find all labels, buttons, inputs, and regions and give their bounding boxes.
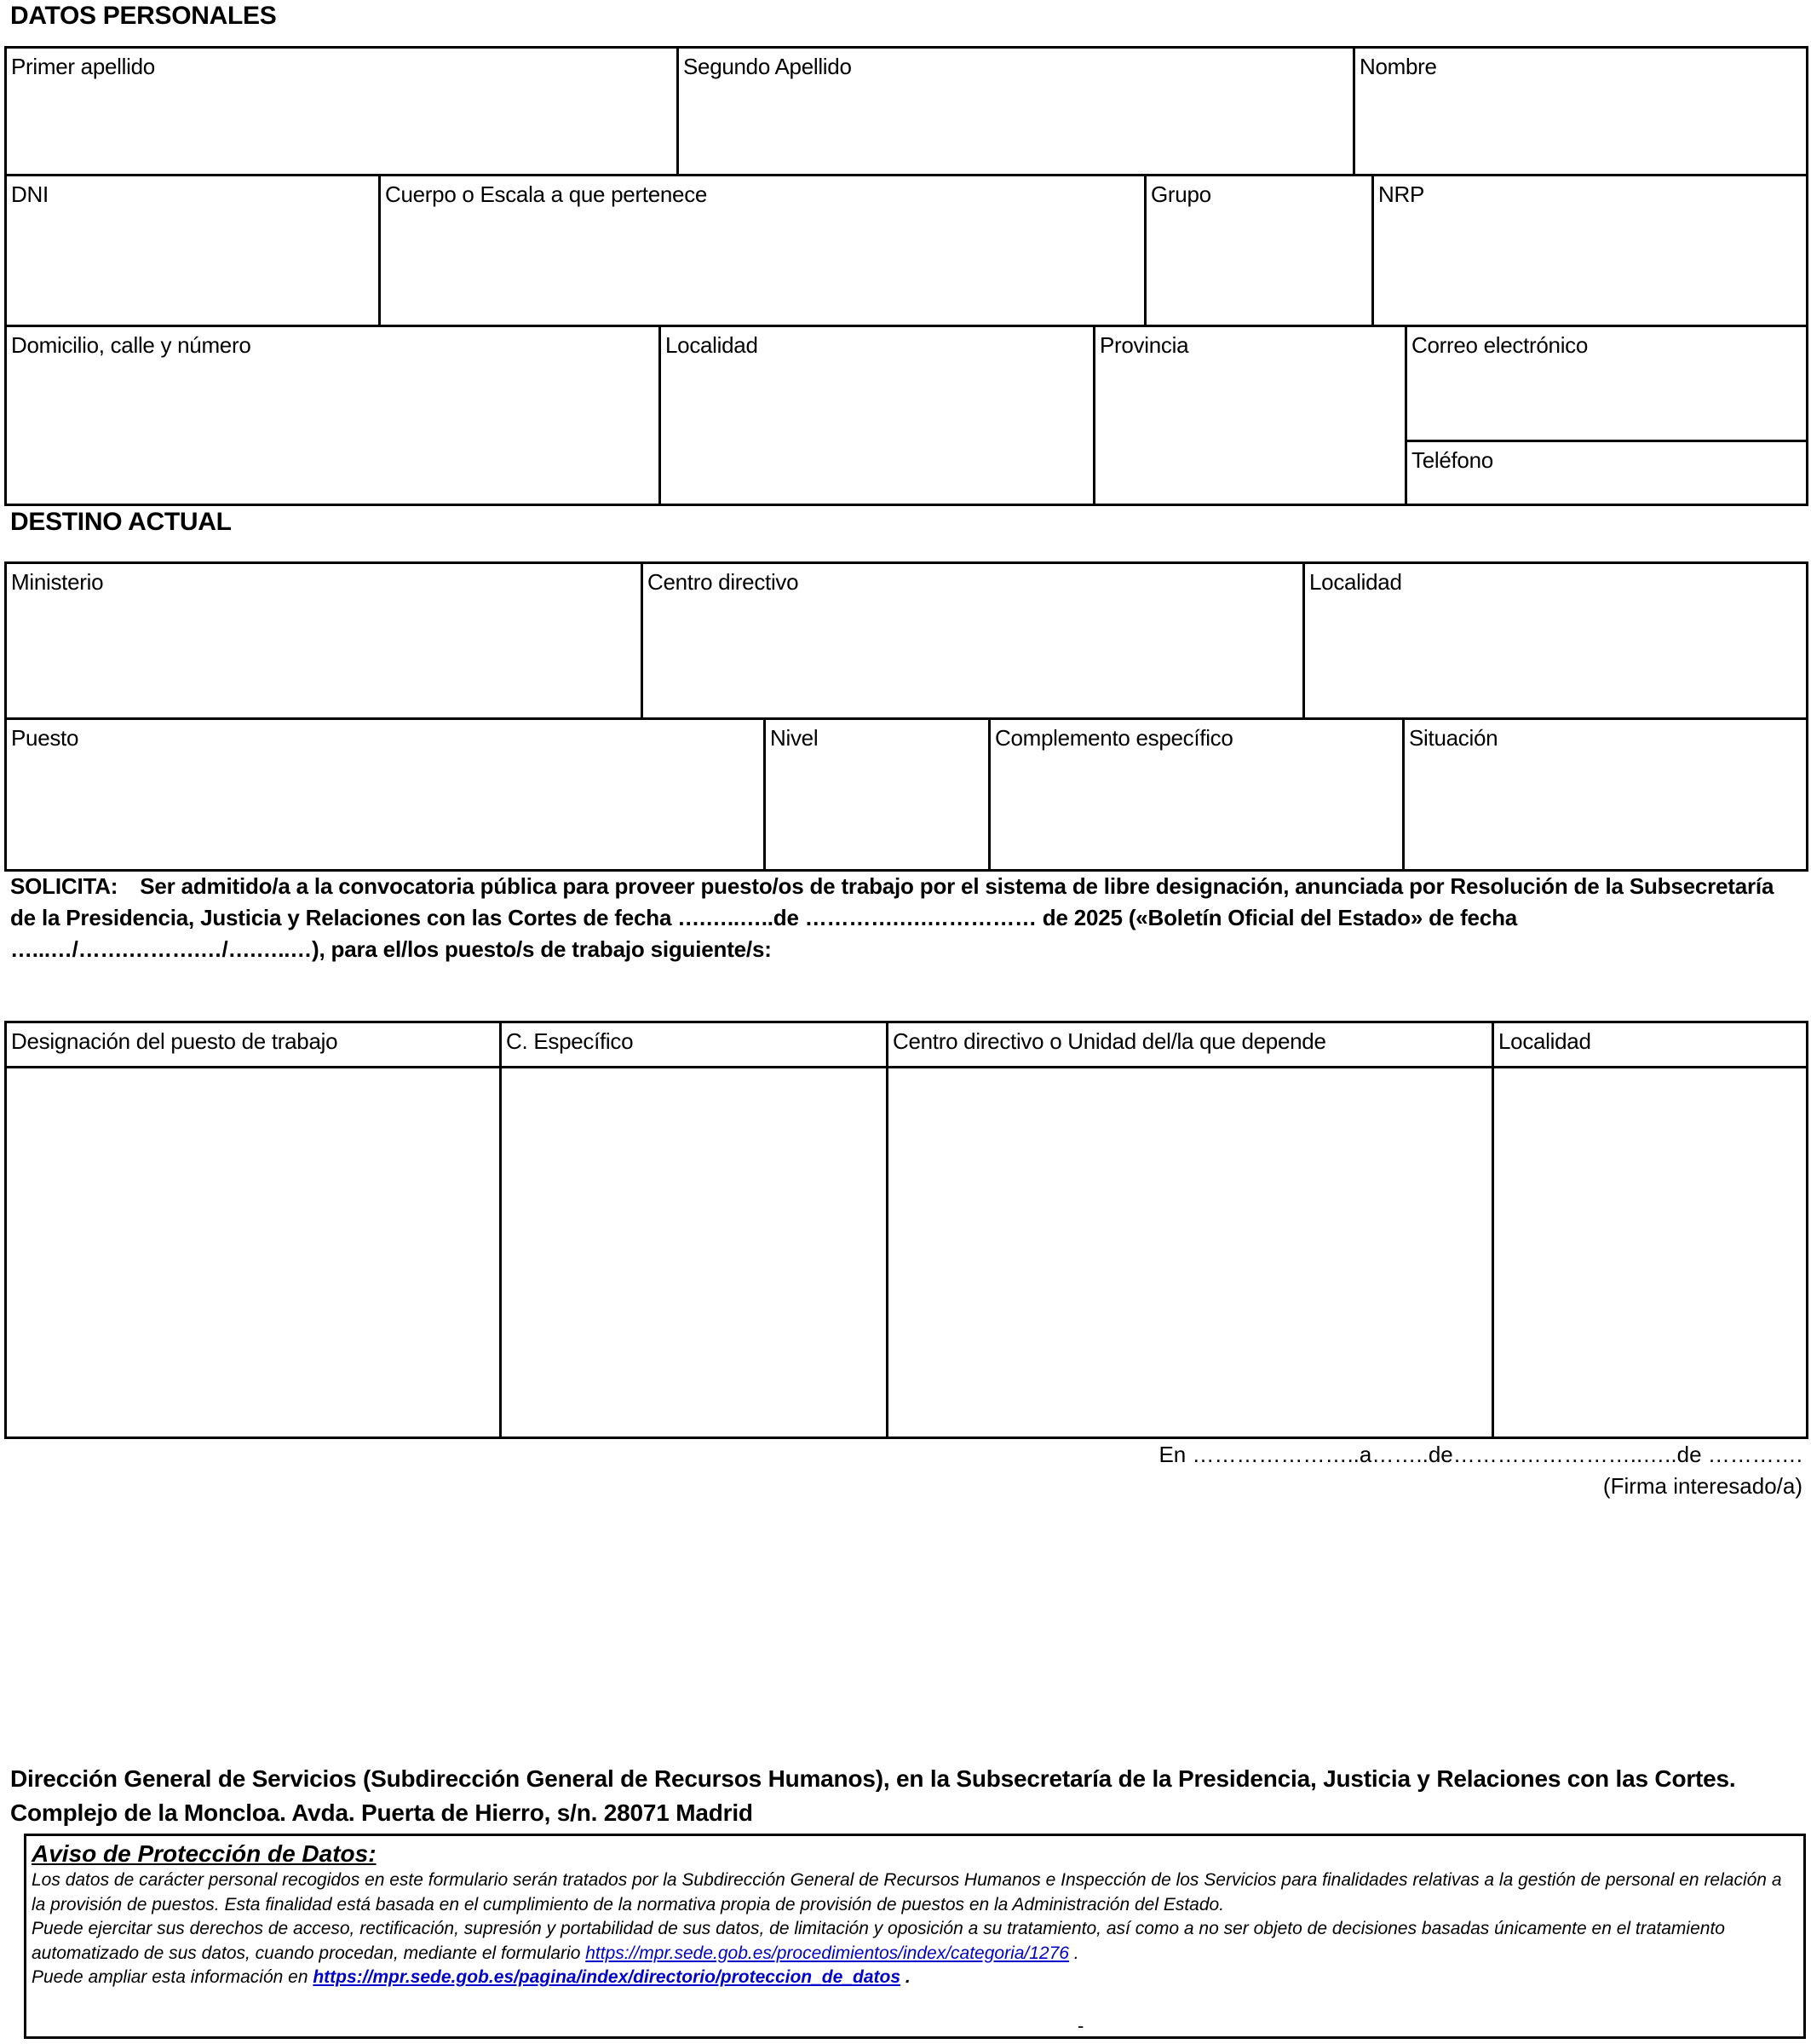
table-header-localidad: Localidad [1498,1028,1591,1054]
aviso-title: Aviso de Protección de Datos: [32,1840,377,1867]
destino-localidad-label: Localidad [1309,569,1402,595]
complemento-label: Complemento específico [995,725,1233,751]
nivel-field[interactable] [766,720,988,869]
c-especifico-input-cell[interactable] [502,1068,886,1437]
puesto-field[interactable] [7,720,763,869]
formulario-link[interactable]: https://mpr.sede.gob.es/procedimientos/index/categoria/1276 [585,1943,1069,1963]
aviso-p2-text: Puede ejercitar sus derechos de acceso, rectificación, supresión y portabilidad de sus datos, de limitación y oposición a su tratamiento, así como a no ser objeto de decisiones basadas únicamente en el tratamiento automatizado de sus datos, cuando procedan, mediante el formulario [32,1919,1725,1963]
aviso-dash: - [1078,2015,1084,2036]
solicita-text: Ser admitido/a a la convocatoria pública para proveer puesto/os de trabajo por el sistema de libre designación, anunciada por Resolución de la Subsecretaría de la Presidencia, Justicia y Relaciones con las Cortes de fecha ….…..…..de ………….….…………… de 2025 («Boletín Oficial del Estado» de fecha …...…/…….……….…/….…..…), para el/los puesto/s de trabajo siguiente/s: [10,873,1774,962]
grupo-label: Grupo [1151,181,1211,207]
direccion-line-2: Complejo de la Moncloa. Avda. Puerta de Hierro, s/n. 28071 Madrid [10,1799,753,1826]
nombre-label: Nombre [1360,54,1437,79]
provincia-label: Provincia [1100,332,1189,358]
provincia-field[interactable] [1095,327,1405,504]
table-header-designacion: Designación del puesto de trabajo [11,1028,338,1054]
puestos-table [4,1021,1808,1439]
domicilio-field[interactable] [7,327,658,504]
domicilio-label: Domicilio, calle y número [11,332,251,358]
nivel-label: Nivel [770,725,819,751]
situacion-label: Situación [1409,725,1498,751]
centro-directivo-field[interactable] [643,564,1302,717]
destino-localidad-field[interactable] [1305,564,1806,717]
aviso-p3-text: Puede ampliar esta información en [32,1967,313,1987]
telefono-field[interactable] [1407,442,1806,504]
cuerpo-label: Cuerpo o Escala a que pertenece [385,181,708,207]
firma-interesado-label: (Firma interesado/a) [1602,1473,1802,1499]
localidad-input-cell[interactable] [1494,1068,1806,1437]
aviso-p3-end: . [900,1967,911,1987]
centro-directivo-label: Centro directivo [647,569,799,595]
proteccion-datos-link[interactable]: https://mpr.sede.gob.es/pagina/index/directorio/proteccion_de_datos [313,1967,900,1987]
nrp-label: NRP [1378,181,1424,207]
primer-apellido-label: Primer apellido [11,54,155,79]
table-header-centro-directivo: Centro directivo o Unidad del/la que depende [893,1028,1326,1054]
aviso-paragraph-3 [32,1966,1795,1990]
solicita-paragraph [10,871,1804,965]
section-title-destino-actual: DESTINO ACTUAL [10,508,232,536]
destino-actual-box [4,561,1808,872]
cuerpo-field[interactable] [381,176,1144,325]
designacion-input-cell[interactable] [7,1068,499,1437]
aviso-p2-end: . [1068,1943,1079,1963]
segundo-apellido-field[interactable] [679,49,1353,174]
primer-apellido-field[interactable] [7,49,676,174]
complemento-field[interactable] [991,720,1402,869]
correo-field[interactable] [1407,327,1806,440]
correo-label: Correo electrónico [1411,332,1589,358]
aviso-paragraph-1: Los datos de carácter personal recogidos en este formulario serán tratados por la Subdirección General de Recursos Humanos e Inspección de los Servicios para finalidades relativas a la gestión de personal en relación a la provisión de puestos. Esta finalidad está basada en el cumplimiento de la normativa propia de provisión de puestos en la Administración del Estado. [32,1870,1782,1914]
direccion-line-1: Dirección General de Servicios (Subdirección General de Recursos Humanos), en la Subsecretaría de la Presidencia, Justicia y Relaciones con las Cortes. [10,1765,1736,1792]
segundo-apellido-label: Segundo Apellido [683,54,852,79]
localidad-label: Localidad [665,332,758,358]
grupo-field[interactable] [1147,176,1371,325]
telefono-label: Teléfono [1411,447,1493,473]
dni-label: DNI [11,181,49,207]
dni-field[interactable] [7,176,378,325]
solicita-label: SOLICITA: [10,873,118,899]
ministerio-field[interactable] [7,564,641,717]
nombre-field[interactable] [1355,49,1806,174]
section-title-datos-personales: DATOS PERSONALES [10,2,277,30]
nrp-field[interactable] [1374,176,1806,325]
localidad-field[interactable] [661,327,1093,504]
situacion-field[interactable] [1405,720,1806,869]
aviso-paragraph-2 [32,1917,1795,1966]
centro-directivo-input-cell[interactable] [888,1068,1492,1437]
datos-personales-box [4,46,1808,506]
lugar-fecha-line: En …………………..a……..de……………………..…..de …………. [1158,1442,1802,1467]
table-header-c-especifico: C. Específico [506,1028,634,1054]
puesto-label: Puesto [11,725,79,751]
ministerio-label: Ministerio [11,569,104,595]
aviso-proteccion-datos-box [24,1834,1806,2039]
